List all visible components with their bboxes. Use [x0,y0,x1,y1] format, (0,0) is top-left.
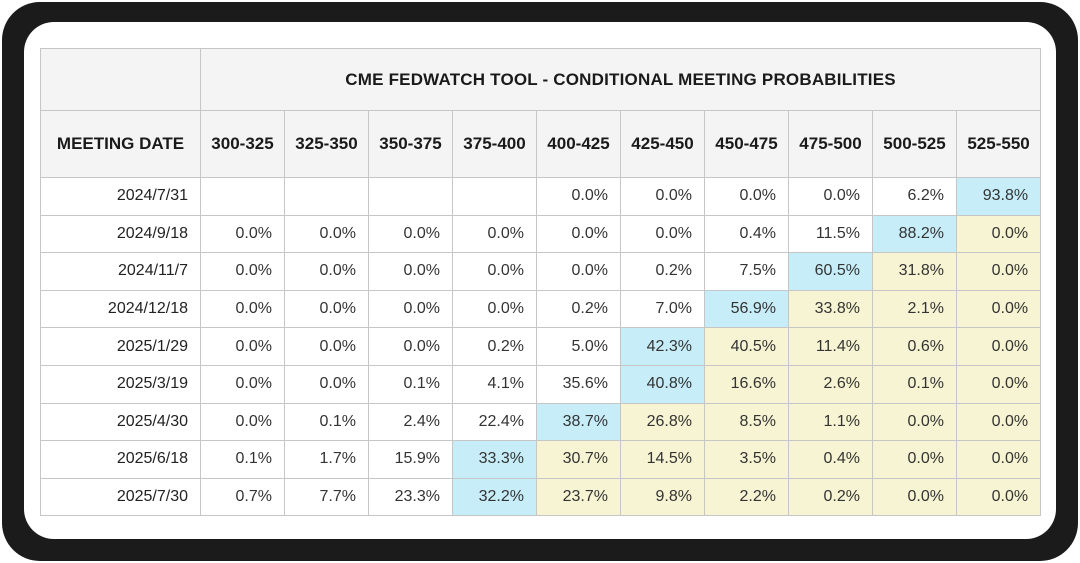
probability-cell: 35.6% [537,365,621,403]
meeting-date-cell: 2024/9/18 [41,215,201,253]
probability-cell: 2.2% [705,478,789,516]
table-row [41,215,1041,253]
probability-cell: 2.6% [789,365,873,403]
probability-cell: 0.0% [201,290,285,328]
table-row [41,178,1041,216]
probability-cell: 0.0% [537,253,621,291]
probability-cell: 16.6% [705,365,789,403]
probability-cell: 42.3% [621,328,705,366]
probability-cell: 40.5% [705,328,789,366]
probability-cell: 0.0% [957,441,1041,479]
probability-cell: 60.5% [789,253,873,291]
probability-cell: 93.8% [957,178,1041,216]
column-header-row [41,111,1041,178]
rate-range-header: 350-375 [369,111,453,178]
meeting-date-header: MEETING DATE [41,111,201,178]
table-title: CME FEDWATCH TOOL - CONDITIONAL MEETING PROBABILITIES [201,49,1041,111]
rate-range-header: 300-325 [201,111,285,178]
probability-cell: 7.0% [621,290,705,328]
table-row [41,441,1041,479]
probability-cell: 0.0% [285,328,369,366]
probability-cell: 2.1% [873,290,957,328]
rate-range-header: 500-525 [873,111,957,178]
probability-cell: 0.0% [957,253,1041,291]
probability-cell: 0.0% [705,178,789,216]
probability-cell: 0.2% [621,253,705,291]
probability-cell: 0.0% [957,290,1041,328]
meeting-date-cell: 2024/7/31 [41,178,201,216]
probability-cell: 23.3% [369,478,453,516]
rate-range-header: 375-400 [453,111,537,178]
probability-cell: 0.0% [957,403,1041,441]
table-row [41,403,1041,441]
probability-cell: 0.0% [369,215,453,253]
probability-cell: 0.0% [285,290,369,328]
probability-cell: 11.5% [789,215,873,253]
probability-cell: 0.0% [537,178,621,216]
probability-cell: 1.7% [285,441,369,479]
corner-cell [41,49,201,111]
table-row [41,328,1041,366]
probability-cell: 0.4% [705,215,789,253]
probability-cell: 26.8% [621,403,705,441]
rate-range-header: 400-425 [537,111,621,178]
rate-range-header: 450-475 [705,111,789,178]
probability-cell: 0.0% [201,403,285,441]
probability-cell: 2.4% [369,403,453,441]
probability-cell: 0.0% [453,253,537,291]
probability-cell [369,178,453,216]
probability-cell: 38.7% [537,403,621,441]
meeting-date-cell: 2024/11/7 [41,253,201,291]
probability-cell: 40.8% [621,365,705,403]
probability-cell: 0.7% [201,478,285,516]
probability-cell: 0.1% [285,403,369,441]
probability-cell: 56.9% [705,290,789,328]
probability-cell: 0.0% [873,478,957,516]
probability-cell: 0.1% [873,365,957,403]
table-row [41,290,1041,328]
probability-cell: 33.3% [453,441,537,479]
outer-frame [2,2,1078,561]
probability-cell: 23.7% [537,478,621,516]
meeting-date-cell: 2025/3/19 [41,365,201,403]
probability-cell: 7.7% [285,478,369,516]
probability-cell: 0.0% [873,403,957,441]
meeting-date-cell: 2025/7/30 [41,478,201,516]
card [24,22,1056,539]
table-row [41,253,1041,291]
probability-cell: 7.5% [705,253,789,291]
probability-cell [285,178,369,216]
meeting-date-cell: 2025/1/29 [41,328,201,366]
probability-cell: 8.5% [705,403,789,441]
probability-cell: 0.0% [957,478,1041,516]
probability-cell: 0.0% [957,328,1041,366]
probability-cell: 0.2% [453,328,537,366]
fedwatch-probability-table [40,48,1041,516]
probability-cell: 0.2% [789,478,873,516]
probability-cell: 0.0% [201,365,285,403]
probability-cell: 0.0% [369,290,453,328]
probability-cell: 0.0% [369,328,453,366]
table-row [41,365,1041,403]
probability-cell: 5.0% [537,328,621,366]
probability-cell: 31.8% [873,253,957,291]
probability-cell: 33.8% [789,290,873,328]
probability-cell: 0.0% [537,215,621,253]
probability-cell [453,178,537,216]
rate-range-header: 525-550 [957,111,1041,178]
probability-cell: 14.5% [621,441,705,479]
probability-cell: 0.0% [201,215,285,253]
probability-cell: 22.4% [453,403,537,441]
rate-range-header: 425-450 [621,111,705,178]
meeting-date-cell: 2025/6/18 [41,441,201,479]
probability-cell: 15.9% [369,441,453,479]
probability-cell [201,178,285,216]
probability-cell: 0.0% [621,215,705,253]
probability-cell: 88.2% [873,215,957,253]
probability-cell: 0.0% [453,290,537,328]
probability-cell: 9.8% [621,478,705,516]
probability-cell: 0.0% [285,365,369,403]
probability-cell: 0.2% [537,290,621,328]
table-row [41,478,1041,516]
probability-cell: 11.4% [789,328,873,366]
probability-cell: 0.0% [201,328,285,366]
meeting-date-cell: 2024/12/18 [41,290,201,328]
probability-cell: 30.7% [537,441,621,479]
probability-cell: 0.0% [453,215,537,253]
probability-cell: 32.2% [453,478,537,516]
probability-cell: 4.1% [453,365,537,403]
probability-cell: 0.0% [285,253,369,291]
probability-cell: 6.2% [873,178,957,216]
probability-cell: 0.4% [789,441,873,479]
probability-cell: 0.0% [369,253,453,291]
probability-cell: 1.1% [789,403,873,441]
probability-cell: 0.6% [873,328,957,366]
rate-range-header: 325-350 [285,111,369,178]
probability-cell: 0.1% [369,365,453,403]
rate-range-header: 475-500 [789,111,873,178]
probability-cell: 0.0% [957,215,1041,253]
probability-cell: 0.0% [873,441,957,479]
title-row [41,49,1041,111]
probability-cell: 0.0% [621,178,705,216]
probability-cell: 0.1% [201,441,285,479]
probability-cell: 0.0% [285,215,369,253]
probability-cell: 3.5% [705,441,789,479]
meeting-date-cell: 2025/4/30 [41,403,201,441]
probability-cell: 0.0% [789,178,873,216]
probability-cell: 0.0% [957,365,1041,403]
probability-cell: 0.0% [201,253,285,291]
